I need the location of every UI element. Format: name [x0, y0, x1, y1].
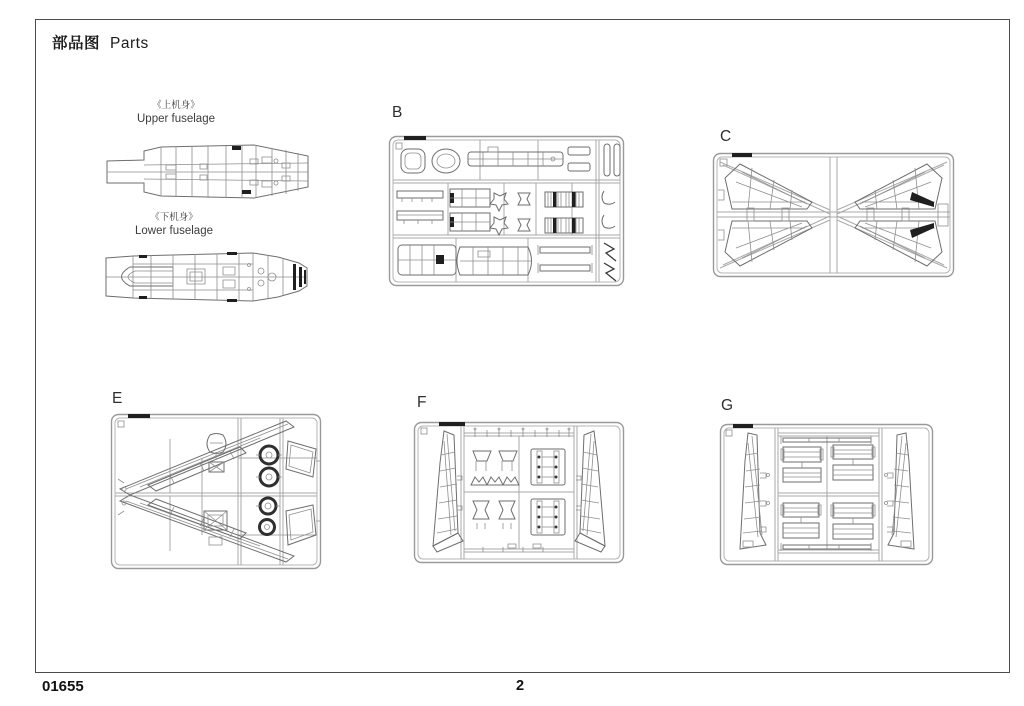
- sprue-c-label: C: [720, 128, 732, 145]
- lower-fuselage-label-en: Lower fuselage: [135, 224, 213, 237]
- page-title-en: Parts: [110, 35, 149, 52]
- upper-fuselage-label-en: Upper fuselage: [137, 112, 215, 125]
- lower-fuselage-drawing: [103, 243, 310, 310]
- sprue-e-label: E: [112, 390, 123, 407]
- page-title: [52, 31, 149, 53]
- sprue-g-label: G: [721, 397, 734, 414]
- upper-fuselage-label: [120, 100, 232, 126]
- page-number: 2: [516, 678, 525, 694]
- sprue-f-label: F: [417, 394, 427, 411]
- sprue-f-drawing: [413, 421, 625, 564]
- sprue-c-drawing: [712, 152, 955, 278]
- lower-fuselage-label: [118, 212, 230, 238]
- sprue-g-drawing: [719, 423, 934, 566]
- lower-fuselage-label-cn: 《下机身》: [150, 212, 198, 223]
- page-title-cn: 部品图: [52, 35, 101, 52]
- sprue-e-drawing: [110, 413, 322, 570]
- sprue-b-drawing: [388, 135, 625, 287]
- sprue-b-label: B: [392, 104, 403, 121]
- kit-number: 01655: [42, 678, 84, 695]
- upper-fuselage-drawing: [104, 139, 310, 205]
- upper-fuselage-label-cn: 《上机身》: [152, 100, 200, 111]
